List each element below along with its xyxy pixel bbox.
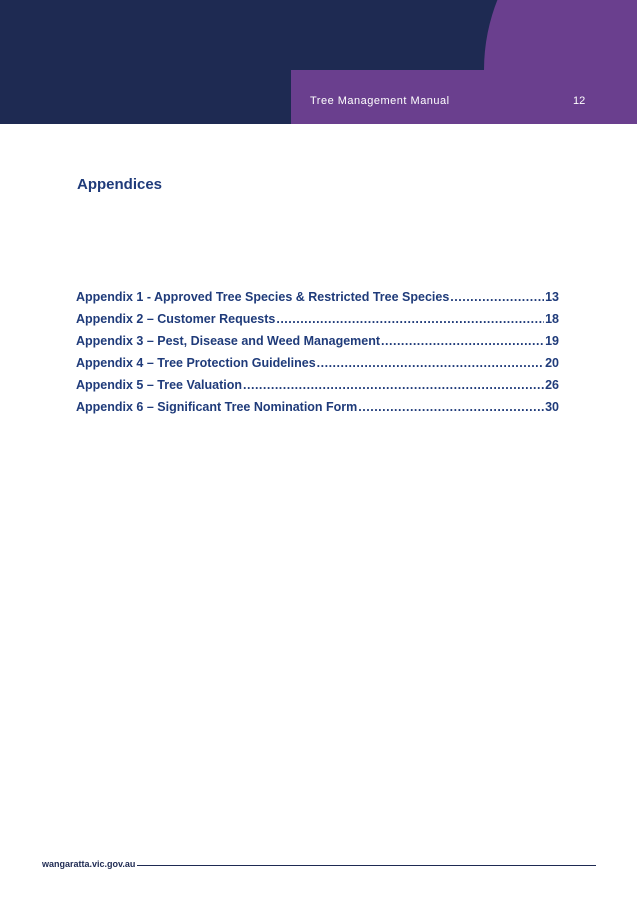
toc-entry-page: 13 (545, 290, 559, 304)
toc-dot-leader (317, 356, 544, 370)
toc-entry-appendix-1[interactable] (76, 290, 559, 312)
toc-entry-label: Appendix 6 – Significant Tree Nomination Form (76, 400, 358, 414)
toc-dot-leader (243, 378, 544, 392)
toc-entry-page: 20 (545, 356, 559, 370)
toc-entry-page: 26 (545, 378, 559, 392)
toc-entry-label: Appendix 5 – Tree Valuation (76, 378, 243, 392)
toc-entry-appendix-2[interactable] (76, 312, 559, 334)
toc-dot-leader (450, 290, 544, 304)
page-header (0, 0, 637, 124)
toc-entry-page: 30 (545, 400, 559, 414)
toc-entry-appendix-4[interactable] (76, 356, 559, 378)
document-title: Tree Management Manual (310, 95, 450, 107)
toc-dot-leader (358, 400, 544, 414)
table-of-contents (76, 290, 559, 422)
toc-dot-leader (276, 312, 544, 326)
toc-entry-label: Appendix 2 – Customer Requests (76, 312, 276, 326)
footer-divider (137, 865, 596, 866)
toc-entry-appendix-3[interactable] (76, 334, 559, 356)
toc-entry-page: 19 (545, 334, 559, 348)
toc-entry-label: Appendix 1 - Approved Tree Species & Restricted Tree Species (76, 290, 450, 304)
footer-website-link[interactable]: wangaratta.vic.gov.au (42, 859, 136, 869)
toc-entry-appendix-6[interactable] (76, 400, 559, 422)
toc-entry-label: Appendix 4 – Tree Protection Guidelines (76, 356, 316, 370)
toc-entry-label: Appendix 3 – Pest, Disease and Weed Management (76, 334, 381, 348)
section-heading: Appendices (77, 176, 163, 193)
page-number: 12 (573, 95, 586, 107)
toc-entry-appendix-5[interactable] (76, 378, 559, 400)
toc-dot-leader (381, 334, 544, 348)
toc-entry-page: 18 (545, 312, 559, 326)
